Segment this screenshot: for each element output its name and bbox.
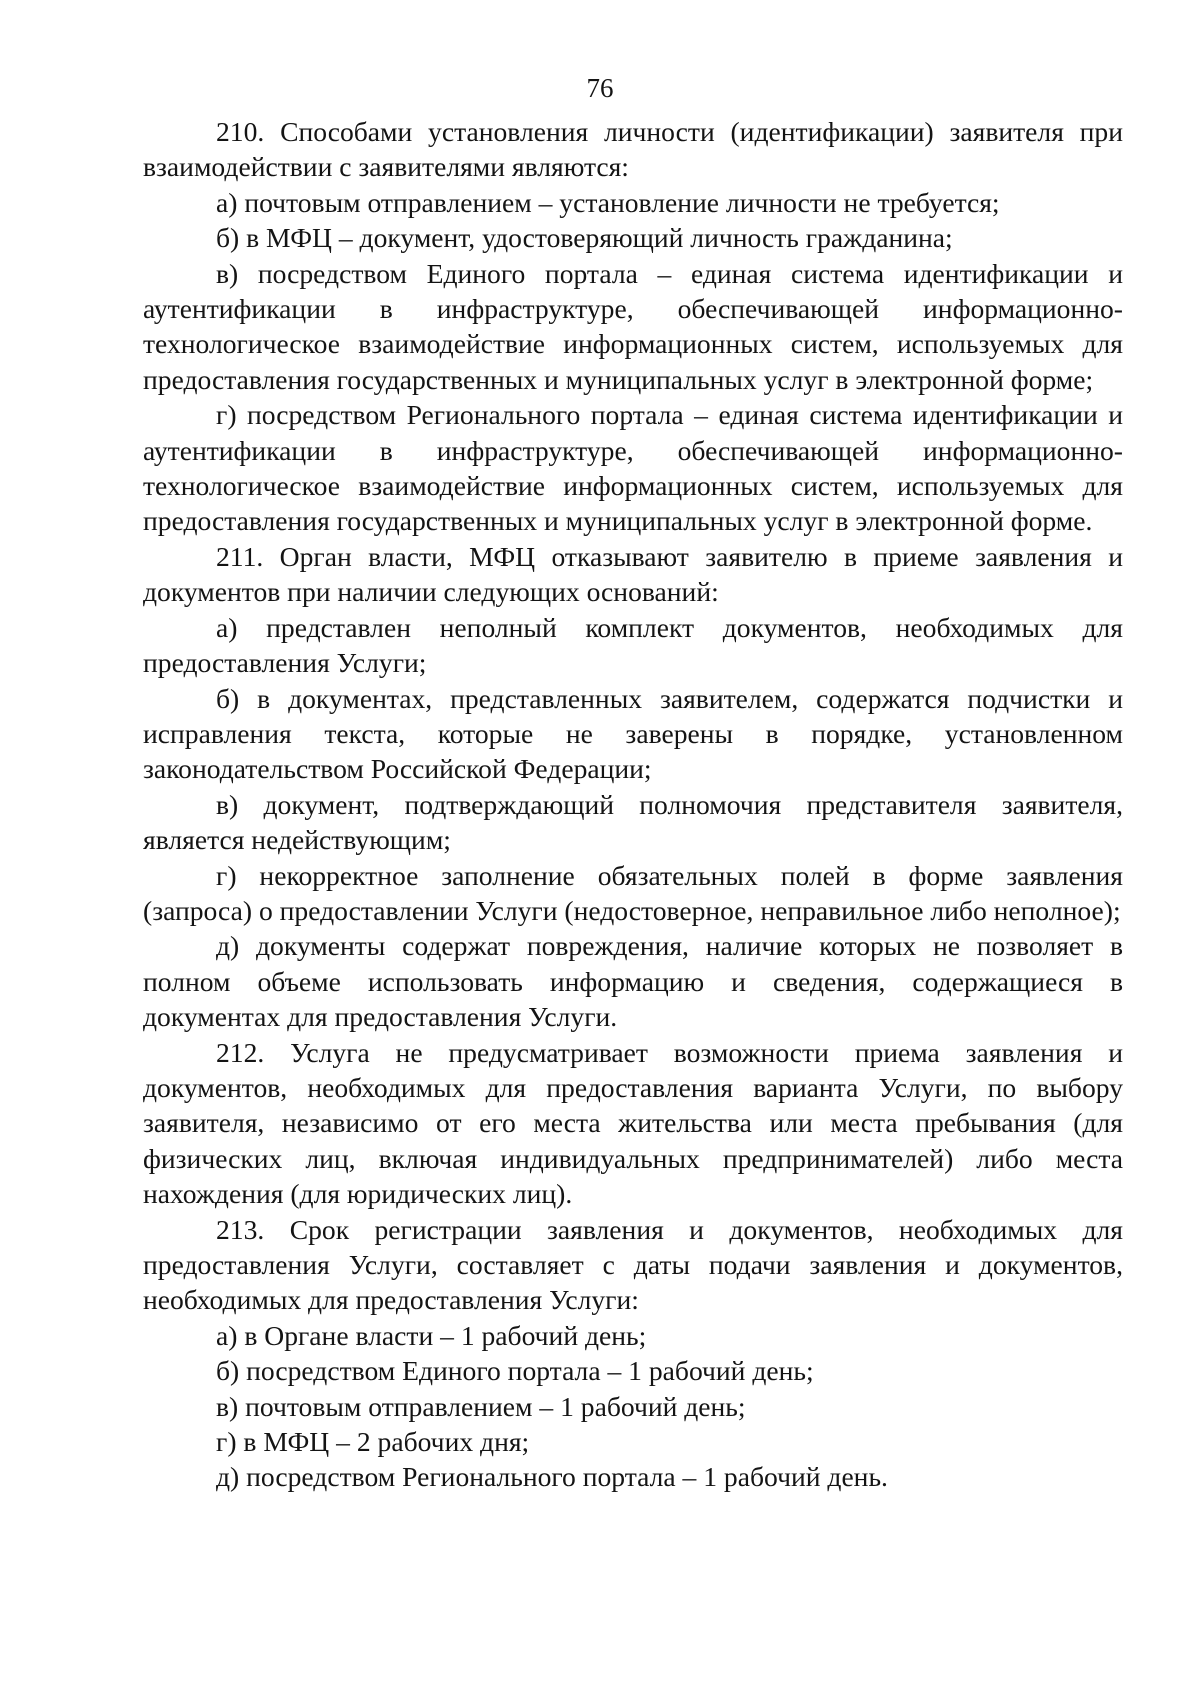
paragraph-213-b: б) посредством Единого портала – 1 рабочий день; <box>216 1355 814 1387</box>
paragraph-210-a: а) почтовым отправлением – установление личности не требуется; <box>216 186 1000 218</box>
paragraph-211-d: д) документы содержат повреждения, наличие которых не позволяет в полном объеме использовать информацию и сведения, содержащиеся в документах для предоставления Услуги. <box>143 930 1123 1033</box>
paragraph-213-d: д) посредством Регионального портала – 1 рабочий день. <box>216 1461 888 1493</box>
paragraph-211-b: б) в документах, представленных заявителем, содержатся подчистки и исправления текста, которые не заверены в порядке, установленном законодательством Российской Федерации; <box>143 682 1123 785</box>
paragraph-213-a: а) в Органе власти – 1 рабочий день; <box>216 1319 647 1351</box>
paragraph-211: 211. Орган власти, МФЦ отказывают заявителю в приеме заявления и документов при наличии следующих оснований: <box>143 540 1123 608</box>
paragraph-213-v: в) почтовым отправлением – 1 рабочий день; <box>216 1390 746 1422</box>
paragraph-211-g: г) некорректное заполнение обязательных полей в форме заявления (запроса) о предоставлении Услуги (недостоверное, неправильное либо неполное); <box>143 859 1123 926</box>
page-number: 76 <box>586 73 614 103</box>
paragraph-211-a: а) представлен неполный комплект документов, необходимых для предоставления Услуги; <box>143 611 1123 679</box>
paragraph-211-v: в) документ, подтверждающий полномочия представителя заявителя, является недействующим; <box>143 788 1123 856</box>
paragraph-210-b: б) в МФЦ – документ, удостоверяющий личность гражданина; <box>216 222 953 254</box>
paragraph-210-v: в) посредством Единого портала – единая система идентификации и аутентификации в инфраструктуре, обеспечивающей информационно-технологическое взаимодействие информационных систем, используемых для предоставления государственных и муниципальных услуг в электронной форме; <box>143 257 1123 395</box>
paragraph-210-g: г) посредством Регионального портала – единая система идентификации и аутентификации в инфраструктуре, обеспечивающей информационно-технологическое взаимодействие информационных систем, используемых для предоставления государственных и муниципальных услуг в электронной форме. <box>143 399 1123 537</box>
paragraph-213-g: г) в МФЦ – 2 рабочих дня; <box>216 1426 530 1458</box>
paragraph-210: 210. Способами установления личности (идентификации) заявителя при взаимодействии с заявителями являются: <box>143 116 1123 183</box>
document-body <box>143 114 1123 1495</box>
paragraph-213: 213. Срок регистрации заявления и документов, необходимых для предоставления Услуги, составляет с даты подачи заявления и документов, необходимых для предоставления Услуги: <box>143 1213 1123 1316</box>
paragraph-212: 212. Услуга не предусматривает возможности приема заявления и документов, необходимых для предоставления варианта Услуги, по выбору заявителя, независимо от его места жительства или места пребывания (для физических лиц, включая индивидуальных предпринимателей) либо места нахождения (для юридических лиц). <box>143 1036 1123 1210</box>
